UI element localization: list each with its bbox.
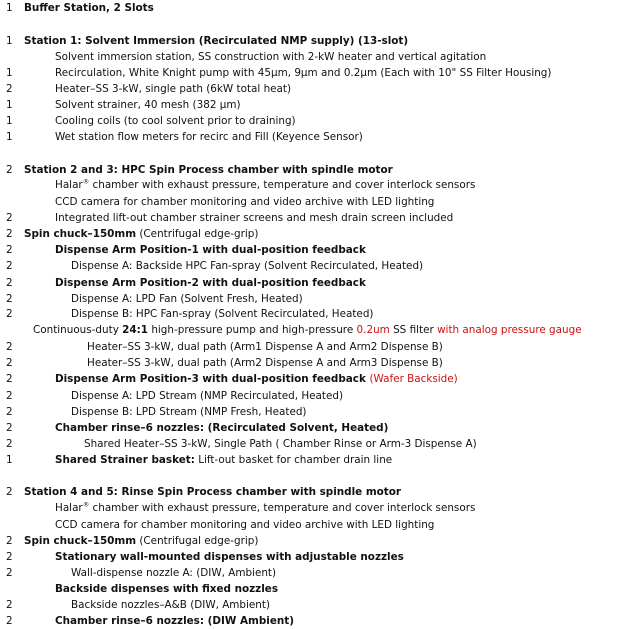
line-text-part: high-pressure pump and high-pressure	[148, 324, 357, 336]
qty-cell: 2	[6, 422, 13, 434]
doc-line	[0, 49, 621, 65]
qty-cell: 2	[6, 164, 13, 176]
doc-line	[0, 613, 621, 629]
line-text-part: Halar	[55, 179, 83, 191]
subsection-heading: Chamber rinse–6 nozzles: (DIW Ambient)	[55, 615, 294, 627]
qty-cell: 1	[6, 454, 13, 466]
doc-line	[0, 81, 621, 97]
doc-line	[0, 162, 621, 178]
doc-line	[0, 597, 621, 613]
line-text-part: Spin chuck–150mm	[24, 535, 137, 547]
doc-line	[0, 306, 621, 322]
doc-line	[0, 355, 621, 371]
qty-cell: 2	[6, 535, 13, 547]
doc-line	[0, 33, 621, 49]
qty-cell: 2	[6, 567, 13, 579]
line-text	[55, 371, 458, 387]
qty-cell: 2	[6, 373, 13, 385]
doc-line	[0, 275, 621, 291]
qty-cell: 2	[6, 390, 13, 402]
qty-cell: 1	[6, 115, 13, 127]
qty-cell: 2	[6, 228, 13, 240]
doc-line	[0, 404, 621, 420]
doc-line	[0, 565, 621, 581]
doc-line	[0, 0, 621, 16]
line-text-part: Spin chuck–150mm	[24, 228, 137, 240]
line-text: Dispense A: LPD Stream (NMP Recirculated, Heated)	[71, 390, 344, 402]
subsection-heading: Dispense Arm Position-3 with dual-position feedback	[55, 373, 370, 385]
section-heading: Station 1: Solvent Immersion (Recirculated NMP supply) (13-slot)	[24, 35, 409, 47]
registered-mark: ®	[82, 177, 90, 186]
subsection-heading: Dispense Arm Position-2 with dual-position feedback	[55, 277, 366, 289]
doc-line	[0, 97, 621, 113]
doc-line	[0, 388, 621, 404]
doc-line	[0, 129, 621, 145]
registered-mark: ®	[82, 500, 90, 509]
qty-cell: 2	[6, 406, 13, 418]
line-text-part: (Centrifugal edge-grip)	[136, 228, 259, 240]
section-heading: Station 2 and 3: HPC Spin Process chamber with spindle motor	[24, 164, 393, 176]
qty-cell: 2	[6, 551, 13, 563]
doc-line	[0, 113, 621, 129]
line-text: Backside nozzles–A&B (DIW, Ambient)	[71, 599, 271, 611]
line-text: Dispense B: HPC Fan-spray (Solvent Recirculated, Heated)	[71, 308, 374, 320]
doc-line	[0, 549, 621, 565]
qty-cell: 1	[6, 2, 13, 14]
doc-line	[0, 291, 621, 307]
qty-cell: 2	[6, 341, 13, 353]
doc-line	[0, 371, 621, 387]
section-heading: Station 4 and 5: Rinse Spin Process chamber with spindle motor	[24, 486, 402, 498]
doc-line	[0, 242, 621, 258]
line-text: Cooling coils (to cool solvent prior to draining)	[55, 115, 296, 127]
line-text-part: Continuous-duty	[33, 324, 123, 336]
qty-cell: 2	[6, 357, 13, 369]
doc-line	[0, 500, 621, 516]
line-text-part: Shared Strainer basket:	[55, 454, 195, 466]
qty-cell: 1	[6, 67, 13, 79]
line-text: Wall-dispense nozzle A: (DIW, Ambient)	[71, 567, 277, 579]
doc-line	[0, 65, 621, 81]
doc-line	[0, 436, 621, 452]
line-text	[55, 452, 392, 468]
line-text: Integrated lift-out chamber strainer screens and mesh drain screen included	[55, 212, 454, 224]
doc-line	[0, 339, 621, 355]
doc-line	[0, 484, 621, 500]
doc-line	[0, 322, 621, 338]
doc-line	[0, 210, 621, 226]
line-text: Solvent strainer, 40 mesh (382 µm)	[55, 99, 241, 111]
line-text: Recirculation, White Knight pump with 45µm, 9µm and 0.2µm (Each with 10" SS Filter Housing)	[55, 67, 552, 79]
doc-line	[0, 517, 621, 533]
qty-cell: 2	[6, 277, 13, 289]
line-text: CCD camera for chamber monitoring and video archive with LED lighting	[55, 519, 435, 531]
highlight-text: with analog pressure gauge	[437, 324, 582, 336]
line-text: Solvent immersion station, SS construction with 2-kW heater and vertical agitation	[55, 51, 487, 63]
qty-cell: 2	[6, 599, 13, 611]
doc-line	[0, 194, 621, 210]
line-text: Heater–SS 3-kW, dual path (Arm1 Dispense A and Arm2 Dispense B)	[87, 341, 443, 353]
doc-line	[0, 177, 621, 193]
line-text	[24, 533, 258, 549]
line-text: Dispense A: Backside HPC Fan-spray (Solvent Recirculated, Heated)	[71, 260, 424, 272]
line-text	[33, 322, 582, 338]
line-text-part: (Centrifugal edge-grip)	[136, 535, 259, 547]
line-text: Heater–SS 3-kW, dual path (Arm2 Dispense A and Arm3 Dispense B)	[87, 357, 443, 369]
line-text-part: 24:1	[122, 324, 149, 336]
qty-cell: 2	[6, 244, 13, 256]
line-text: CCD camera for chamber monitoring and video archive with LED lighting	[55, 196, 435, 208]
qty-cell: 2	[6, 308, 13, 320]
subsection-heading: Backside dispenses with fixed nozzles	[55, 583, 279, 595]
line-text	[55, 500, 475, 516]
qty-cell: 1	[6, 131, 13, 143]
line-text: Heater–SS 3-kW, single path (6kW total heat)	[55, 83, 292, 95]
doc-line	[0, 533, 621, 549]
qty-cell: 2	[6, 212, 13, 224]
doc-line	[0, 452, 621, 468]
qty-cell: 2	[6, 438, 13, 450]
line-text-part: Halar	[55, 502, 83, 514]
doc-line	[0, 581, 621, 597]
line-text: Shared Heater–SS 3-kW, Single Path ( Chamber Rinse or Arm-3 Dispense A)	[84, 438, 477, 450]
qty-cell: 2	[6, 486, 13, 498]
doc-line	[0, 420, 621, 436]
line-text: Dispense A: LPD Fan (Solvent Fresh, Heated)	[71, 293, 303, 305]
qty-cell: 2	[6, 260, 13, 272]
doc-line	[0, 226, 621, 242]
doc-line	[0, 258, 621, 274]
line-text-part: chamber with exhaust pressure, temperature and cover interlock sensors	[89, 502, 476, 514]
subsection-heading: Dispense Arm Position-1 with dual-position feedback	[55, 244, 366, 256]
qty-cell: 2	[6, 615, 13, 627]
line-text-part: Lift-out basket for chamber drain line	[194, 454, 393, 466]
line-text: Dispense B: LPD Stream (NMP Fresh, Heated)	[71, 406, 307, 418]
qty-cell: 2	[6, 83, 13, 95]
subsection-heading: Stationary wall-mounted dispenses with adjustable nozzles	[55, 551, 404, 563]
subsection-heading: Chamber rinse–6 nozzles: (Recirculated Solvent, Heated)	[55, 422, 389, 434]
line-text-part: chamber with exhaust pressure, temperature and cover interlock sensors	[89, 179, 476, 191]
line-text	[24, 226, 258, 242]
qty-cell: 2	[6, 293, 13, 305]
highlight-text: 0.2um	[356, 324, 390, 336]
line-text: Wet station flow meters for recirc and Fill (Keyence Sensor)	[55, 131, 363, 143]
qty-cell: 1	[6, 35, 13, 47]
qty-cell: 1	[6, 99, 13, 111]
line-text	[55, 177, 475, 193]
highlight-text: (Wafer Backside)	[369, 373, 458, 385]
line-text-part: SS filter	[389, 324, 438, 336]
line-text: Buffer Station, 2 Slots	[24, 2, 154, 14]
